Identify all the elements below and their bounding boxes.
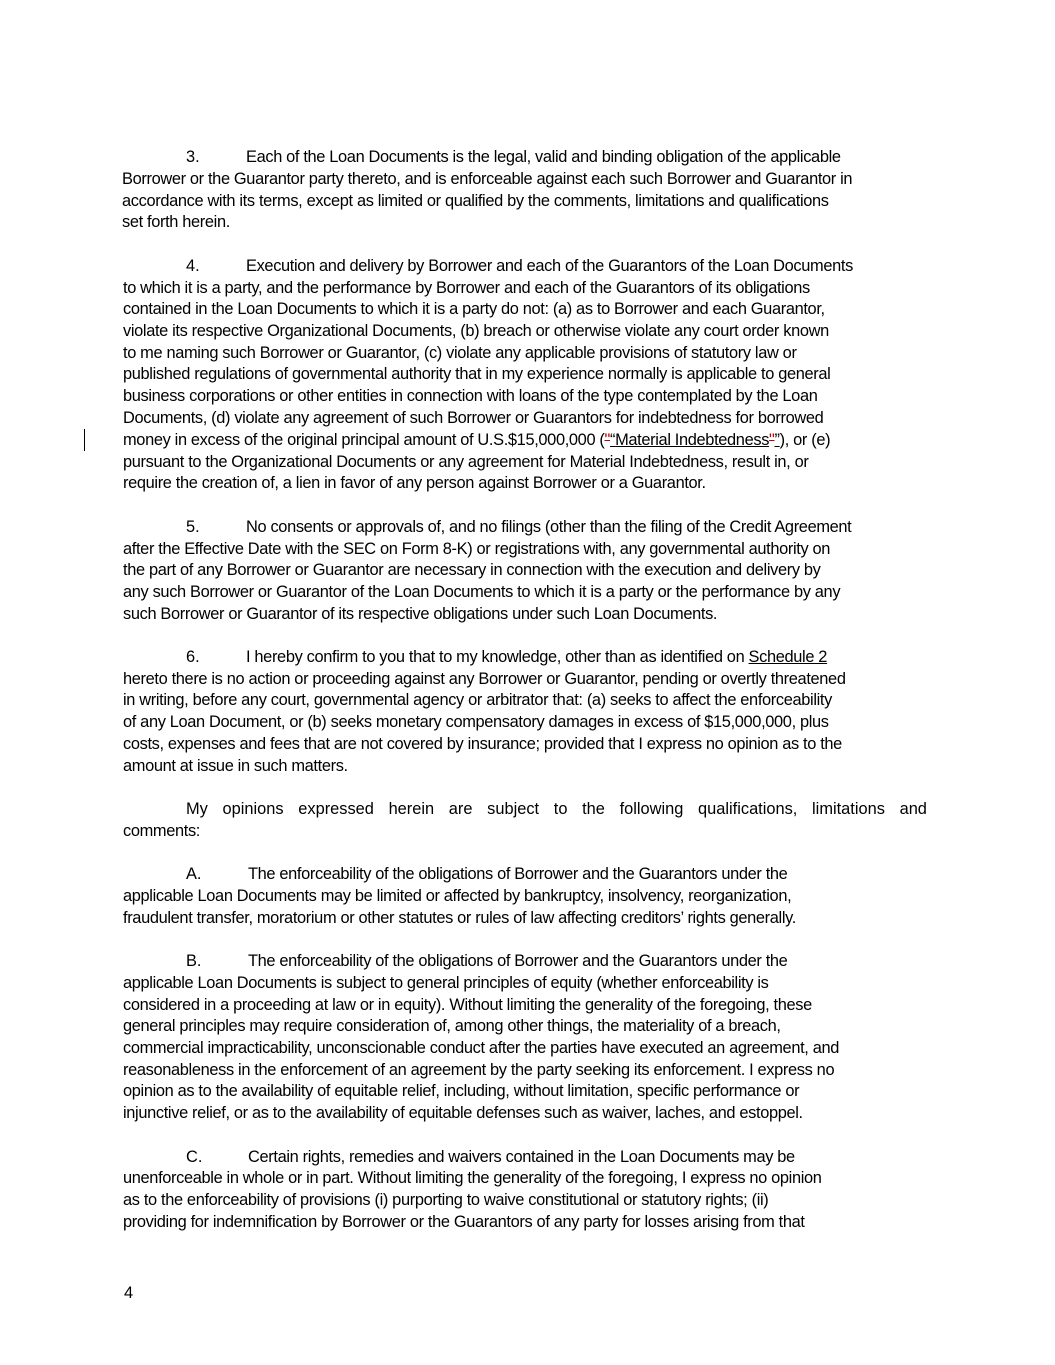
paragraph-number: 6. bbox=[186, 648, 200, 666]
justified-line bbox=[186, 799, 927, 821]
paragraph-number: 4. bbox=[186, 257, 200, 275]
word: herein bbox=[388, 800, 435, 818]
paragraph-number: 3. bbox=[186, 148, 200, 166]
line-text: I hereby confirm to you that to my knowledge, other than as identified on bbox=[246, 648, 749, 666]
word: opinions bbox=[222, 800, 284, 818]
revision-deleted-quote: " bbox=[604, 431, 610, 449]
revision-change-bar bbox=[84, 429, 85, 451]
paragraph-line: to me naming such Borrower or Guarantor, (c) violate any applicable provisions of statutory law or bbox=[123, 344, 797, 362]
paragraph-number: A. bbox=[186, 865, 202, 883]
word: are bbox=[448, 800, 473, 818]
paragraph-line: applicable Loan Documents is subject to general principles of equity (whether enforceability is bbox=[123, 974, 769, 992]
paragraph-line: any such Borrower or Guarantor of the Loan Documents to which it is a party or the performance by any bbox=[123, 583, 841, 601]
paragraph-line: injunctive relief, or as to the availability of equitable defenses such as waiver, laches, and estoppel. bbox=[123, 1104, 803, 1122]
paragraph-number: 5. bbox=[186, 518, 200, 536]
paragraph-number: C. bbox=[186, 1148, 203, 1166]
word: qualifications, bbox=[698, 800, 798, 818]
paragraph-line: to which it is a party, and the performance by Borrower and each of the Guarantors of its obligations bbox=[123, 279, 810, 297]
word: My bbox=[186, 800, 208, 818]
paragraph-line: published regulations of governmental authority that in my experience normally is applicable to general bbox=[123, 365, 831, 383]
line-text: money in excess of the original principal amount of U.S.$15,000,000 ( bbox=[123, 431, 605, 449]
paragraph-line: unenforceable in whole or in part. Without limiting the generality of the foregoing, I express no opinion bbox=[123, 1169, 822, 1187]
paragraph-line: Each of the Loan Documents is the legal, valid and binding obligation of the applicable bbox=[246, 148, 841, 166]
quote-open: “ bbox=[610, 431, 616, 449]
paragraph-line: reasonableness in the enforcement of an agreement by the party seeking its enforcement. I express no bbox=[123, 1061, 835, 1079]
paragraph-line: considered in a proceeding at law or in equity). Without limiting the generality of the foregoing, these bbox=[123, 996, 812, 1014]
paragraph-line: in writing, before any court, governmental agency or arbitrator that: (a) seeks to affect the enforceability bbox=[123, 691, 832, 709]
word: following bbox=[619, 800, 684, 818]
paragraph-line bbox=[246, 647, 827, 669]
page-number: 4 bbox=[124, 1284, 134, 1302]
paragraph-line: The enforceability of the obligations of Borrower and the Guarantors under the bbox=[248, 952, 788, 970]
paragraph-line: providing for indemnification by Borrower or the Guarantors of any party for losses arising from that bbox=[123, 1213, 805, 1231]
paragraph-line: Execution and delivery by Borrower and each of the Guarantors of the Loan Documents bbox=[246, 257, 853, 275]
paragraph-line: No consents or approvals of, and no filings (other than the filing of the Credit Agreement bbox=[246, 518, 852, 536]
paragraph-line: Borrower or the Guarantor party thereto, and is enforceable against each such Borrower and Guarantor in bbox=[122, 170, 853, 188]
paragraph-line: costs, expenses and fees that are not covered by insurance; provided that I express no opinion as to the bbox=[123, 735, 842, 753]
paragraph-line: business corporations or other entities in connection with loans of the type contemplated by the Loan bbox=[123, 387, 818, 405]
paragraph-line: Documents, (d) violate any agreement of such Borrower or Guarantors for indebtedness for borrowed bbox=[123, 409, 824, 427]
paragraph-line: the part of any Borrower or Guarantor are necessary in connection with the execution and delivery by bbox=[123, 561, 821, 579]
paragraph-line: after the Effective Date with the SEC on Form 8-K) or registrations with, any governmental authority on bbox=[123, 540, 831, 558]
quote-close: ” bbox=[774, 431, 780, 449]
paragraph-line: as to the enforceability of provisions (i) purporting to waive constitutional or statutory rights; (ii) bbox=[123, 1191, 769, 1209]
paragraph-line: opinion as to the availability of equitable relief, including, without limitation, specific performance or bbox=[123, 1082, 800, 1100]
word: to bbox=[553, 800, 568, 818]
word: expressed bbox=[298, 800, 374, 818]
paragraph-line: general principles may require consideration of, among other things, the materiality of a breach, bbox=[123, 1017, 781, 1035]
paragraph-line: Certain rights, remedies and waivers contained in the Loan Documents may be bbox=[248, 1148, 795, 1166]
paragraph-line: accordance with its terms, except as limited or qualified by the comments, limitations and qualifications bbox=[122, 192, 829, 210]
paragraph-line: comments: bbox=[123, 822, 201, 840]
paragraph-line-defined-term bbox=[123, 430, 830, 452]
paragraph-line: violate its respective Organizational Documents, (b) breach or otherwise violate any court order known bbox=[123, 322, 829, 340]
paragraph-line: such Borrower or Guarantor of its respective obligations under such Loan Documents. bbox=[123, 605, 718, 623]
revision-deleted-quote: " bbox=[769, 431, 775, 449]
paragraph-line: pursuant to the Organizational Documents or any agreement for Material Indebtedness, result in, or bbox=[123, 453, 809, 471]
word: limitations bbox=[812, 800, 885, 818]
paragraph-line: amount at issue in such matters. bbox=[123, 757, 348, 775]
paragraph-number: B. bbox=[186, 952, 202, 970]
defined-term: Material Indebtedness bbox=[615, 431, 770, 449]
paragraph-line: commercial impracticability, unconscionable conduct after the parties have executed an agreement, and bbox=[123, 1039, 839, 1057]
paragraph-line: applicable Loan Documents may be limited or affected by bankruptcy, insolvency, reorganization, bbox=[123, 887, 792, 905]
schedule-reference-link[interactable]: Schedule 2 bbox=[748, 648, 828, 666]
line-text: ), or (e) bbox=[779, 431, 831, 449]
word: and bbox=[899, 800, 927, 818]
word: the bbox=[582, 800, 605, 818]
paragraph-line: contained in the Loan Documents to which it is a party do not: (a) as to Borrower and each Guarantor, bbox=[123, 300, 825, 318]
word: subject bbox=[487, 800, 540, 818]
paragraph-line: The enforceability of the obligations of Borrower and the Guarantors under the bbox=[248, 865, 788, 883]
paragraph-line: fraudulent transfer, moratorium or other statutes or rules of law affecting creditors’ rights generally. bbox=[123, 909, 796, 927]
paragraph-line: hereto there is no action or proceeding against any Borrower or Guarantor, pending or overtly threatened bbox=[123, 670, 846, 688]
paragraph-line: set forth herein. bbox=[122, 213, 230, 231]
paragraph-line: require the creation of, a lien in favor of any person against Borrower or a Guarantor. bbox=[123, 474, 706, 492]
paragraph-line: of any Loan Document, or (b) seeks monetary compensatory damages in excess of $15,000,000, plus bbox=[123, 713, 829, 731]
